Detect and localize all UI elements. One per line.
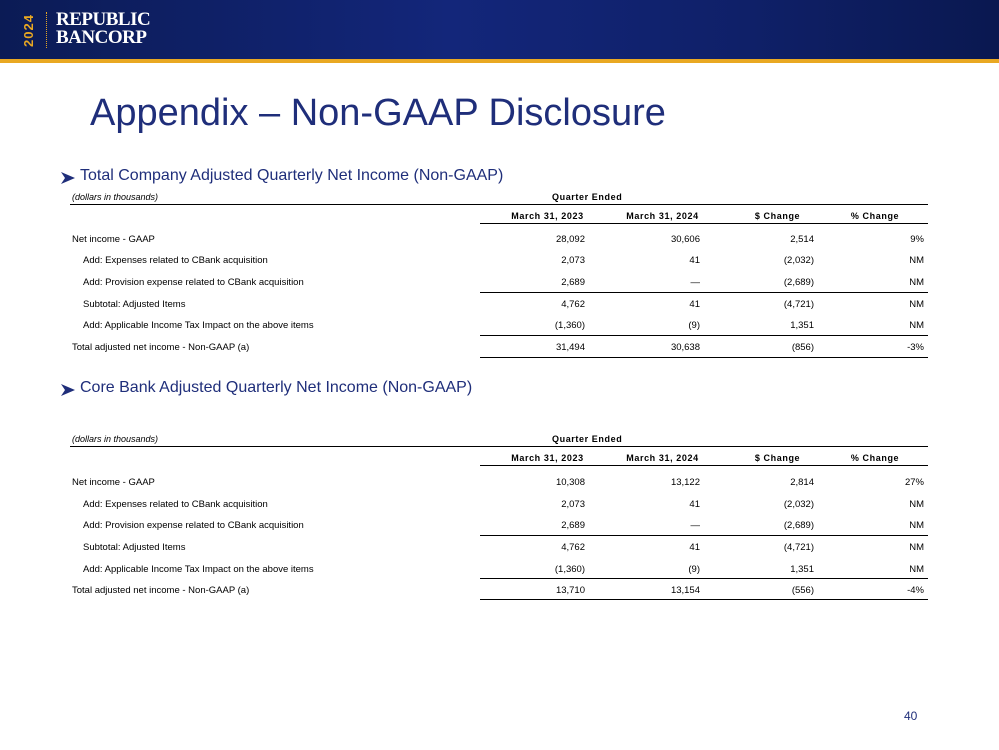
cell-value: 2,689 (561, 277, 585, 288)
logo-line-2: BANCORP (56, 27, 147, 48)
row-label: Add: Provision expense related to CBank acquisition (83, 520, 304, 531)
cell-value: (1,360) (554, 320, 585, 331)
cell-value: 4,762 (561, 299, 585, 310)
group-header: Quarter Ended (552, 434, 623, 444)
cell-value: NM (909, 320, 924, 331)
cell-value: NM (909, 499, 924, 510)
column-header: March 31, 2023 (511, 453, 584, 463)
table-row (70, 277, 928, 293)
cell-value: 2,073 (561, 499, 585, 510)
total-rule (480, 335, 928, 336)
cell-value: 13,122 (670, 477, 700, 488)
cell-value: (2,689) (783, 520, 814, 531)
cell-value: 13,710 (555, 585, 585, 596)
cell-value: — (690, 277, 700, 288)
header-rule (480, 465, 928, 466)
group-header-rule (70, 446, 928, 447)
row-label: Add: Provision expense related to CBank acquisition (83, 277, 304, 288)
table-row-total (70, 342, 928, 358)
row-label: Add: Applicable Income Tax Impact on the above items (83, 564, 314, 575)
cell-value: — (690, 520, 700, 531)
units-note: (dollars in thousands) (72, 434, 159, 444)
row-label: Subtotal: Adjusted Items (83, 299, 186, 310)
column-header: March 31, 2024 (626, 211, 699, 221)
cell-value: (4,721) (783, 542, 814, 553)
column-header: % Change (850, 453, 900, 463)
row-label: Total adjusted net income - Non-GAAP (a) (72, 585, 250, 596)
cell-value: 1,351 (790, 320, 814, 331)
cell-value: 41 (689, 542, 700, 553)
row-label: Subtotal: Adjusted Items (83, 542, 186, 553)
table-row (70, 255, 928, 271)
subtotal-rule (480, 535, 928, 536)
section-heading-total-company (60, 165, 503, 186)
cell-value: 1,351 (790, 564, 814, 575)
table-row (70, 542, 928, 558)
cell-value: 27% (904, 477, 924, 488)
cell-value: -4% (907, 585, 924, 596)
total-underline (480, 599, 928, 600)
cell-value: (4,721) (783, 299, 814, 310)
arrow-bullet-icon (60, 170, 76, 186)
units-note: (dollars in thousands) (72, 192, 159, 202)
cell-value: (856) (791, 342, 814, 353)
year-label: 2024 (20, 13, 36, 47)
cell-value: (2,032) (783, 499, 814, 510)
cell-value: 41 (689, 255, 700, 266)
table-row (70, 299, 928, 315)
group-header-rule (70, 204, 928, 205)
column-header: $ Change (754, 211, 801, 221)
row-label: Add: Expenses related to CBank acquisition (83, 255, 268, 266)
cell-value: (2,032) (783, 255, 814, 266)
row-label: Total adjusted net income - Non-GAAP (a) (72, 342, 250, 353)
group-header: Quarter Ended (552, 192, 623, 202)
cell-value: NM (909, 520, 924, 531)
header-rule (480, 223, 928, 224)
cell-value: 28,092 (555, 234, 585, 245)
cell-value: 4,762 (561, 542, 585, 553)
cell-value: 41 (689, 299, 700, 310)
table-row (70, 320, 928, 336)
header-accent-line (0, 59, 999, 63)
cell-value: (556) (791, 585, 814, 596)
cell-value: 2,073 (561, 255, 585, 266)
cell-value: 2,689 (561, 520, 585, 531)
cell-value: NM (909, 277, 924, 288)
section-heading-text: Total Company Adjusted Quarterly Net Income (Non-GAAP) (80, 166, 504, 184)
column-header: March 31, 2024 (626, 453, 699, 463)
cell-value: 30,606 (670, 234, 700, 245)
cell-value: 2,814 (790, 477, 814, 488)
row-label: Add: Expenses related to CBank acquisition (83, 499, 268, 510)
row-label: Add: Applicable Income Tax Impact on the above items (83, 320, 314, 331)
cell-value: 9% (910, 234, 924, 245)
row-label: Net income - GAAP (72, 477, 155, 488)
subtotal-rule (480, 292, 928, 293)
column-header: $ Change (754, 453, 801, 463)
cell-value: (9) (688, 320, 700, 331)
year-divider (46, 12, 47, 48)
cell-value: NM (909, 542, 924, 553)
section-heading-text: Core Bank Adjusted Quarterly Net Income (Non-GAAP) (80, 378, 473, 396)
cell-value: (2,689) (783, 277, 814, 288)
row-label: Net income - GAAP (72, 234, 155, 245)
section-heading-core-bank (60, 377, 472, 398)
cell-value: NM (909, 564, 924, 575)
cell-value: (1,360) (554, 564, 585, 575)
arrow-bullet-icon (60, 382, 76, 398)
logo-line-1: REPUBLIC (56, 9, 151, 30)
cell-value: (9) (688, 564, 700, 575)
table-row (70, 520, 928, 536)
cell-value: -3% (907, 342, 924, 353)
column-header: March 31, 2023 (511, 211, 584, 221)
page-number: 40 (904, 709, 918, 723)
total-rule (480, 578, 928, 579)
cell-value: 2,514 (790, 234, 814, 245)
table-row (70, 499, 928, 515)
cell-value: 10,308 (555, 477, 585, 488)
cell-value: NM (909, 255, 924, 266)
cell-value: 31,494 (555, 342, 585, 353)
table-row (70, 477, 928, 493)
table-row (70, 234, 928, 250)
cell-value: 41 (689, 499, 700, 510)
cell-value: 30,638 (670, 342, 700, 353)
cell-value: NM (909, 299, 924, 310)
column-header: % Change (850, 211, 900, 221)
year-badge (8, 8, 48, 52)
cell-value: 13,154 (670, 585, 700, 596)
company-logo (56, 11, 150, 47)
page-title: Appendix – Non-GAAP Disclosure (90, 92, 666, 134)
total-underline (480, 357, 928, 358)
